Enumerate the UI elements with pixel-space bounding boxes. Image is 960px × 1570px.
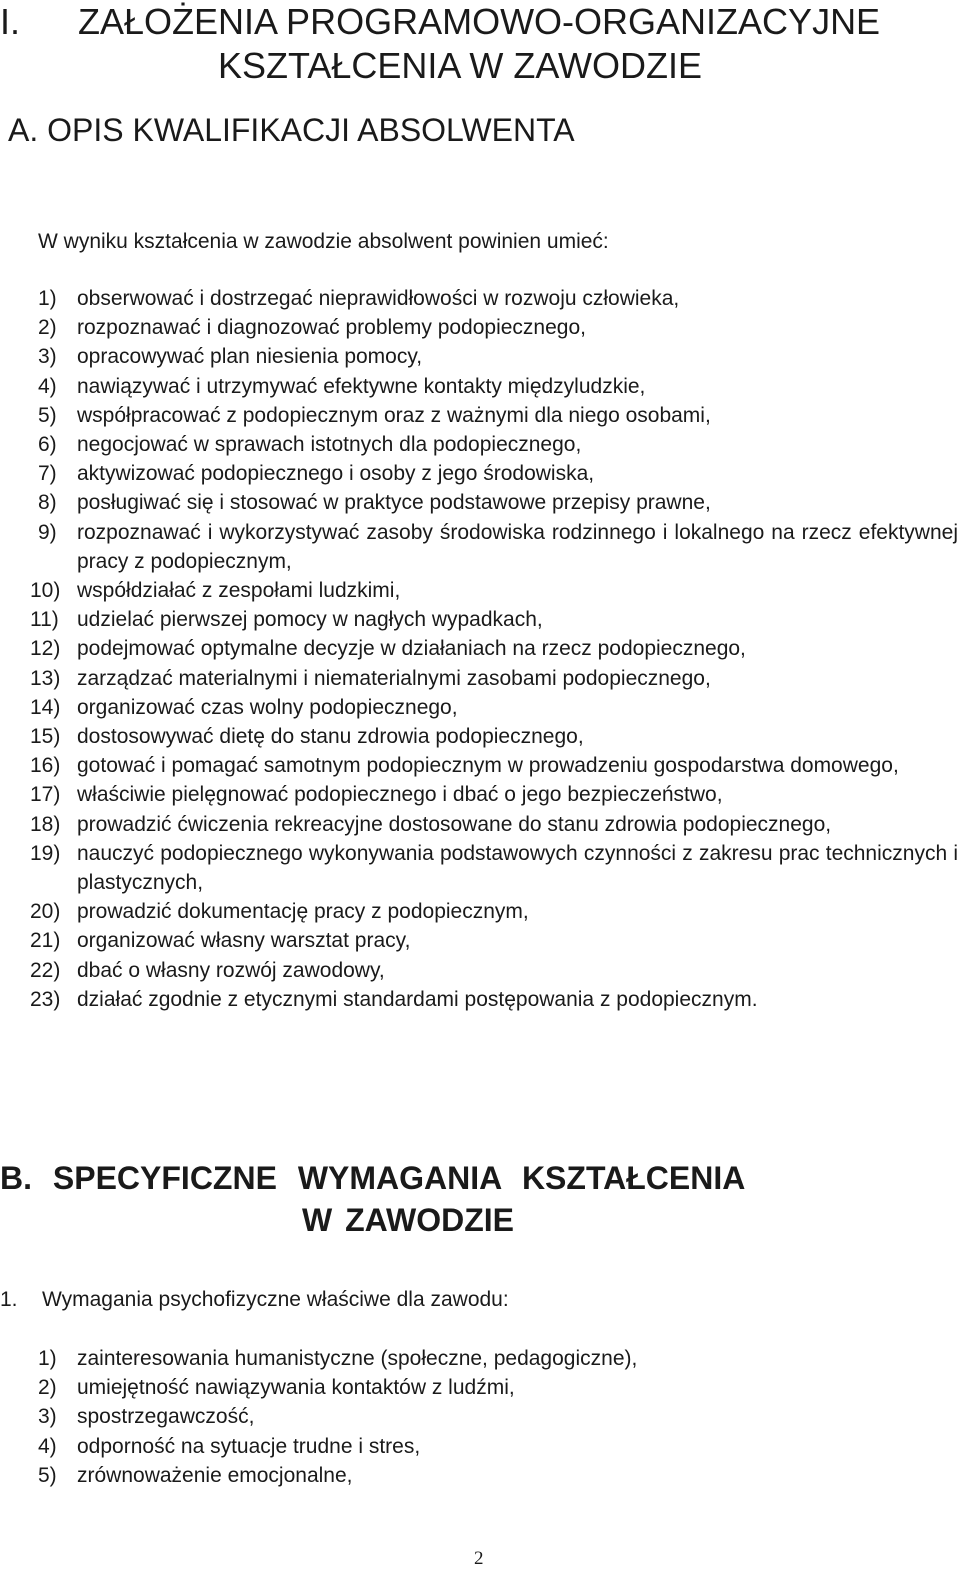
list-item-text: organizować czas wolny podopiecznego, bbox=[77, 695, 458, 719]
list-item bbox=[0, 751, 960, 780]
list-item-number: 22) bbox=[30, 958, 61, 982]
list-item-text: rozpoznawać i wykorzystywać zasoby środowiska rodzinnego i lokalnego na rzecz efektywnej pracy z podopiecznym, bbox=[77, 520, 958, 573]
list-item-text: prowadzić ćwiczenia rekreacyjne dostosowane do stanu zdrowia podopiecznego, bbox=[77, 812, 832, 836]
list-item-number: 5) bbox=[38, 403, 57, 427]
list-item bbox=[0, 313, 960, 342]
list-item-text: aktywizować podopiecznego i osoby z jego środowiska, bbox=[77, 462, 595, 486]
qualification-list bbox=[0, 284, 960, 1014]
list-item bbox=[0, 664, 960, 693]
list-item-text: prowadzić dokumentację pracy z podopiecznym, bbox=[77, 900, 529, 924]
list-item-number: 11) bbox=[30, 608, 59, 632]
list-item-number: 19) bbox=[30, 841, 61, 865]
list-item bbox=[0, 459, 960, 488]
list-item-text: nauczyć podopiecznego wykonywania podstawowych czynności z zakresu prac technicznych i plastycznych, bbox=[77, 841, 958, 895]
list-item-number: 3) bbox=[38, 1405, 57, 1429]
list-item bbox=[0, 780, 960, 809]
list-item-number: 3) bbox=[38, 345, 57, 369]
list-item-number: 4) bbox=[38, 374, 57, 398]
list-item bbox=[0, 1432, 960, 1461]
list-item-number: 7) bbox=[38, 462, 57, 486]
list-item bbox=[0, 926, 960, 955]
section-a-heading: A. OPIS KWALIFIKACJI ABSOLWENTA bbox=[8, 112, 575, 148]
list-item bbox=[0, 401, 960, 430]
section-b-title-line1: B. SPECYFICZNE WYMAGANIA KSZTAŁCENIA bbox=[0, 1160, 746, 1196]
list-item bbox=[0, 839, 960, 897]
list-item-text: negocjować w sprawach istotnych dla podopiecznego, bbox=[77, 433, 582, 457]
list-item-number: 5) bbox=[38, 1463, 57, 1487]
page-number: 2 bbox=[474, 1548, 484, 1569]
list-item-text: odporność na sytuacje trudne i stres, bbox=[77, 1434, 421, 1458]
list-item-text: właściwie pielęgnować podopiecznego i dbać o jego bezpieczeństwo, bbox=[77, 783, 723, 807]
list-item-text: rozpoznawać i diagnozować problemy podopiecznego, bbox=[77, 316, 586, 340]
list-item-text: organizować własny warsztat pracy, bbox=[77, 929, 411, 953]
section-title-line1: ZAŁOŻENIA PROGRAMOWO-ORGANIZACYJNE bbox=[78, 1, 881, 42]
list-item-number: 10) bbox=[30, 579, 61, 603]
section-title-line2: KSZTAŁCENIA W ZAWODZIE bbox=[218, 45, 703, 86]
list-item-text: gotować i pomagać samotnym podopiecznym w prowadzeniu gospodarstwa domowego, bbox=[77, 754, 899, 778]
list-item-text: dbać o własny rozwój zawodowy, bbox=[77, 958, 385, 982]
list-item-text: zrównoważenie emocjonalne, bbox=[77, 1463, 353, 1487]
list-item-number: 1) bbox=[38, 1347, 57, 1370]
list-item-number: 2) bbox=[38, 1376, 57, 1400]
list-item bbox=[0, 1461, 960, 1490]
list-item-text: spostrzegawczość, bbox=[77, 1405, 255, 1429]
list-item-text: dostosowywać dietę do stanu zdrowia podopiecznego, bbox=[77, 725, 584, 749]
list-item bbox=[0, 722, 960, 751]
section-b-heading bbox=[0, 1158, 746, 1238]
list-item bbox=[0, 430, 960, 459]
list-item-number: 14) bbox=[30, 695, 61, 719]
subsection-title: Wymagania psychofizyczne właściwe dla zawodu: bbox=[42, 1288, 509, 1311]
list-item-number: 18) bbox=[30, 812, 61, 836]
list-item-number: 8) bbox=[38, 491, 57, 515]
section-number: I. bbox=[0, 1, 21, 42]
list-item-number: 9) bbox=[38, 520, 57, 544]
section-b-title-line2: W ZAWODZIE bbox=[302, 1202, 514, 1238]
list-item-number: 2) bbox=[38, 316, 57, 340]
list-item-text: zainteresowania humanistyczne (społeczne, pedagogiczne), bbox=[77, 1347, 638, 1370]
list-item bbox=[0, 1402, 960, 1431]
list-item-text: nawiązywać i utrzymywać efektywne kontakty międzyludzkie, bbox=[77, 374, 646, 398]
list-item-number: 17) bbox=[30, 783, 61, 807]
list-item bbox=[0, 897, 960, 926]
list-item bbox=[0, 342, 960, 371]
list-item bbox=[0, 284, 960, 313]
requirements-list bbox=[0, 1344, 960, 1490]
section-a-intro: W wyniku kształcenia w zawodzie absolwent powinien umieć: bbox=[38, 230, 609, 253]
list-item-number: 12) bbox=[30, 637, 61, 661]
list-item bbox=[0, 1344, 960, 1373]
list-item-number: 21) bbox=[30, 929, 61, 953]
list-item bbox=[0, 488, 960, 517]
list-item bbox=[0, 605, 960, 634]
list-item-text: obserwować i dostrzegać nieprawidłowości w rozwoju człowieka, bbox=[77, 287, 680, 310]
subsection-number: 1. bbox=[0, 1288, 18, 1311]
list-item-number: 4) bbox=[38, 1434, 57, 1458]
list-item bbox=[0, 956, 960, 985]
list-item bbox=[0, 985, 960, 1014]
list-item-text: umiejętność nawiązywania kontaktów z ludźmi, bbox=[77, 1376, 515, 1400]
list-item bbox=[0, 372, 960, 401]
list-item-text: udzielać pierwszej pomocy w nagłych wypadkach, bbox=[77, 608, 543, 632]
list-item-number: 15) bbox=[30, 725, 61, 749]
list-item bbox=[0, 1373, 960, 1402]
list-item-number: 20) bbox=[30, 900, 61, 924]
list-item-text: opracowywać plan niesienia pomocy, bbox=[77, 345, 423, 369]
list-item-text: posługiwać się i stosować w praktyce podstawowe przepisy prawne, bbox=[77, 491, 711, 515]
list-item-text: podejmować optymalne decyzje w działaniach na rzecz podopiecznego, bbox=[77, 637, 746, 661]
list-item-number: 6) bbox=[38, 433, 57, 457]
list-item-text: działać zgodnie z etycznymi standardami postępowania z podopiecznym. bbox=[77, 987, 758, 1011]
list-item-text: współdziałać z zespołami ludzkimi, bbox=[77, 579, 401, 603]
list-item bbox=[0, 576, 960, 605]
list-item-number: 16) bbox=[30, 754, 61, 778]
list-item-number: 23) bbox=[30, 987, 61, 1011]
list-item bbox=[0, 518, 960, 576]
list-item bbox=[0, 634, 960, 663]
list-item-number: 1) bbox=[38, 287, 57, 310]
list-item bbox=[0, 810, 960, 839]
list-item-text: współpracować z podopiecznym oraz z ważnymi dla niego osobami, bbox=[77, 403, 711, 427]
list-item-number: 13) bbox=[30, 666, 61, 690]
list-item bbox=[0, 693, 960, 722]
list-item-text: zarządzać materialnymi i niematerialnymi zasobami podopiecznego, bbox=[77, 666, 711, 690]
